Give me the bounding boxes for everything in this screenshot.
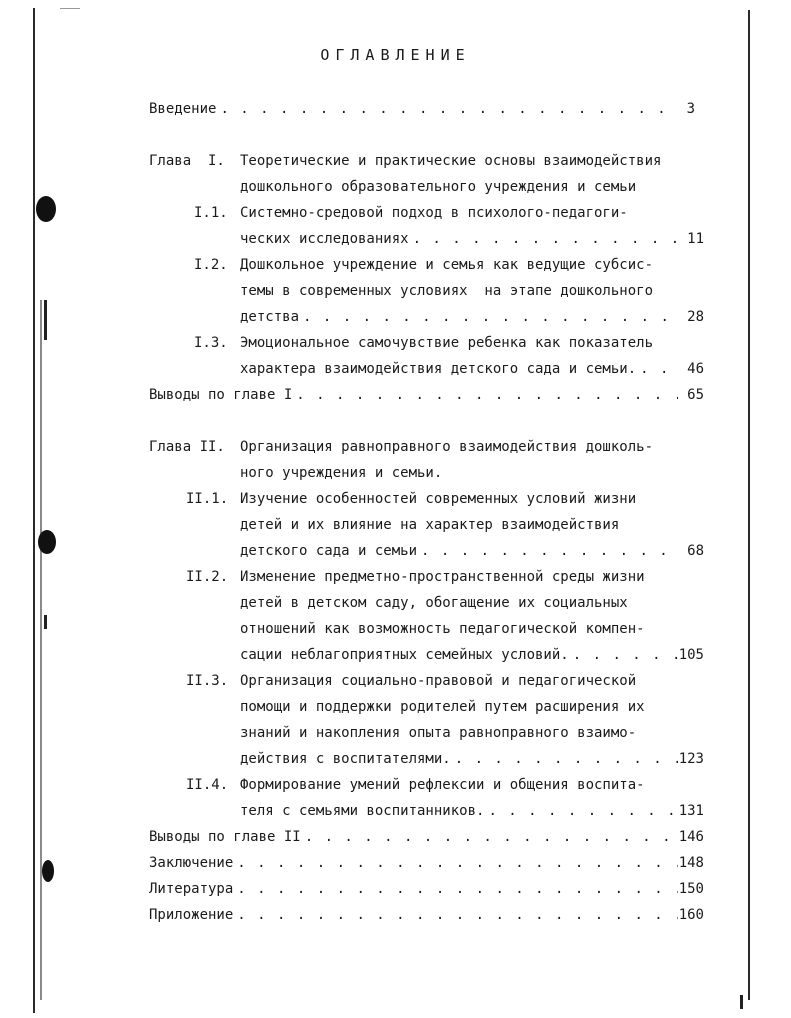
binding-hole-top bbox=[36, 196, 56, 222]
toc-page-number: 11 bbox=[687, 231, 704, 247]
chapter-title-line: ного учреждения и семьи. bbox=[240, 465, 443, 481]
toc-page-number: 148 bbox=[678, 855, 704, 871]
scan-edge-right bbox=[748, 10, 750, 1000]
toc-entry-text: Литература bbox=[149, 881, 234, 897]
toc-page-number: 65 bbox=[687, 387, 704, 403]
section-title-line: ческих исследованиях bbox=[240, 231, 409, 247]
section-title-line: темы в современных условиях на этапе дошкольного bbox=[240, 283, 654, 299]
scan-mark-top bbox=[60, 8, 80, 9]
section-title-line: Организация социально-правовой и педагогической bbox=[240, 673, 637, 689]
toc-entry-section-1-2 bbox=[240, 306, 704, 328]
leader-dots bbox=[451, 748, 678, 770]
chapter-title-line: Теоретические и практические основы взаимодействия bbox=[240, 153, 662, 169]
section-number: II.1. bbox=[186, 491, 229, 507]
leader-dots bbox=[484, 800, 678, 822]
leader-dots bbox=[636, 358, 678, 380]
section-title-line: помощи и поддержки родителей путем расширения их bbox=[240, 699, 645, 715]
toc-entry-text: Заключение bbox=[149, 855, 234, 871]
toc-entry-section-2-4 bbox=[240, 800, 704, 822]
scan-edge-left-inner bbox=[40, 300, 42, 1000]
toc-entry-text: Приложение bbox=[149, 907, 234, 923]
section-title-line: Системно-средовой подход в психолого-педагоги- bbox=[240, 205, 628, 221]
toc-page-number: 150 bbox=[678, 881, 704, 897]
toc-entry-section-2-3 bbox=[240, 748, 704, 770]
section-title-line: характера взаимодействия детского сада и семьи. bbox=[240, 361, 637, 377]
toc-entry-chapter1-conclusion bbox=[149, 384, 704, 406]
binding-hole-middle bbox=[38, 530, 56, 554]
leader-dots bbox=[569, 644, 678, 666]
leader-dots bbox=[233, 852, 678, 874]
page-title: ОГЛАВЛЕНИЕ bbox=[320, 46, 471, 64]
section-number: II.2. bbox=[186, 569, 229, 585]
toc-entry-text: Выводы по главе II bbox=[149, 829, 301, 845]
section-title-line: отношений как возможность педагогической компен- bbox=[240, 621, 645, 637]
chapter-label: Глава II. bbox=[149, 439, 225, 455]
binding-hole-bottom bbox=[42, 860, 54, 882]
toc-entry-text: Выводы по главе I bbox=[149, 387, 293, 403]
toc-page-number: 105 bbox=[678, 647, 704, 663]
scan-speck bbox=[44, 300, 47, 340]
toc-page-number: 3 bbox=[686, 101, 695, 117]
toc-page-number: 160 bbox=[678, 907, 704, 923]
leader-dots bbox=[216, 98, 669, 120]
toc-page-number: 131 bbox=[678, 803, 704, 819]
leader-dots bbox=[292, 384, 678, 406]
section-number: I.3. bbox=[194, 335, 228, 351]
section-title-line: теля с семьями воспитанников. bbox=[240, 803, 485, 819]
section-title-line: Изменение предметно-пространственной среды жизни bbox=[240, 569, 645, 585]
section-title-line: детства bbox=[240, 309, 300, 325]
toc-entry-conclusion bbox=[149, 852, 704, 874]
toc-entry-text: Введение bbox=[149, 101, 217, 117]
leader-dots bbox=[409, 228, 678, 250]
toc-entry-intro bbox=[149, 98, 695, 120]
leader-dots bbox=[301, 826, 678, 848]
toc-entry-chapter2-conclusion bbox=[149, 826, 704, 848]
chapter-label: Глава I. bbox=[149, 153, 225, 169]
scan-edge-left bbox=[33, 8, 35, 1013]
toc-entry-section-2-2 bbox=[240, 644, 704, 666]
toc-entry-section-1-3 bbox=[240, 358, 704, 380]
toc-entry-literature bbox=[149, 878, 704, 900]
section-number: I.2. bbox=[194, 257, 228, 273]
section-title-line: Эмоциональное самочувствие ребенка как показатель bbox=[240, 335, 654, 351]
section-title-line: Формирование умений рефлексии и общения воспита- bbox=[240, 777, 645, 793]
toc-entry-section-1-1 bbox=[240, 228, 704, 250]
section-title-line: детей и их влияние на характер взаимодействия bbox=[240, 517, 620, 533]
section-number: II.3. bbox=[186, 673, 229, 689]
leader-dots bbox=[233, 878, 678, 900]
toc-entry-appendix bbox=[149, 904, 704, 926]
scan-speck bbox=[44, 615, 47, 629]
leader-dots bbox=[233, 904, 678, 926]
section-title-line: детей в детском саду, обогащение их социальных bbox=[240, 595, 628, 611]
section-title-line: детского сада и семьи bbox=[240, 543, 418, 559]
toc-entry-section-2-1 bbox=[240, 540, 704, 562]
chapter-title-line: дошкольного образовательного учреждения и семьи bbox=[240, 179, 637, 195]
toc-page-number: 28 bbox=[687, 309, 704, 325]
toc-page-number: 123 bbox=[678, 751, 704, 767]
scan-speck bbox=[740, 995, 743, 1009]
chapter-title-line: Организация равноправного взаимодействия дошколь- bbox=[240, 439, 654, 455]
section-title-line: Дошкольное учреждение и семья как ведущие субсис- bbox=[240, 257, 654, 273]
toc-page-number: 146 bbox=[678, 829, 704, 845]
section-title-line: знаний и накопления опыта равноправного взаимо- bbox=[240, 725, 637, 741]
section-title-line: Изучение особенностей современных условий жизни bbox=[240, 491, 637, 507]
section-number: II.4. bbox=[186, 777, 229, 793]
leader-dots bbox=[299, 306, 678, 328]
leader-dots bbox=[417, 540, 678, 562]
toc-page-number: 46 bbox=[687, 361, 704, 377]
section-number: I.1. bbox=[194, 205, 228, 221]
section-title-line: действия с воспитателями. bbox=[240, 751, 451, 767]
toc-page-number: 68 bbox=[687, 543, 704, 559]
section-title-line: сации неблагоприятных семейных условий. bbox=[240, 647, 569, 663]
